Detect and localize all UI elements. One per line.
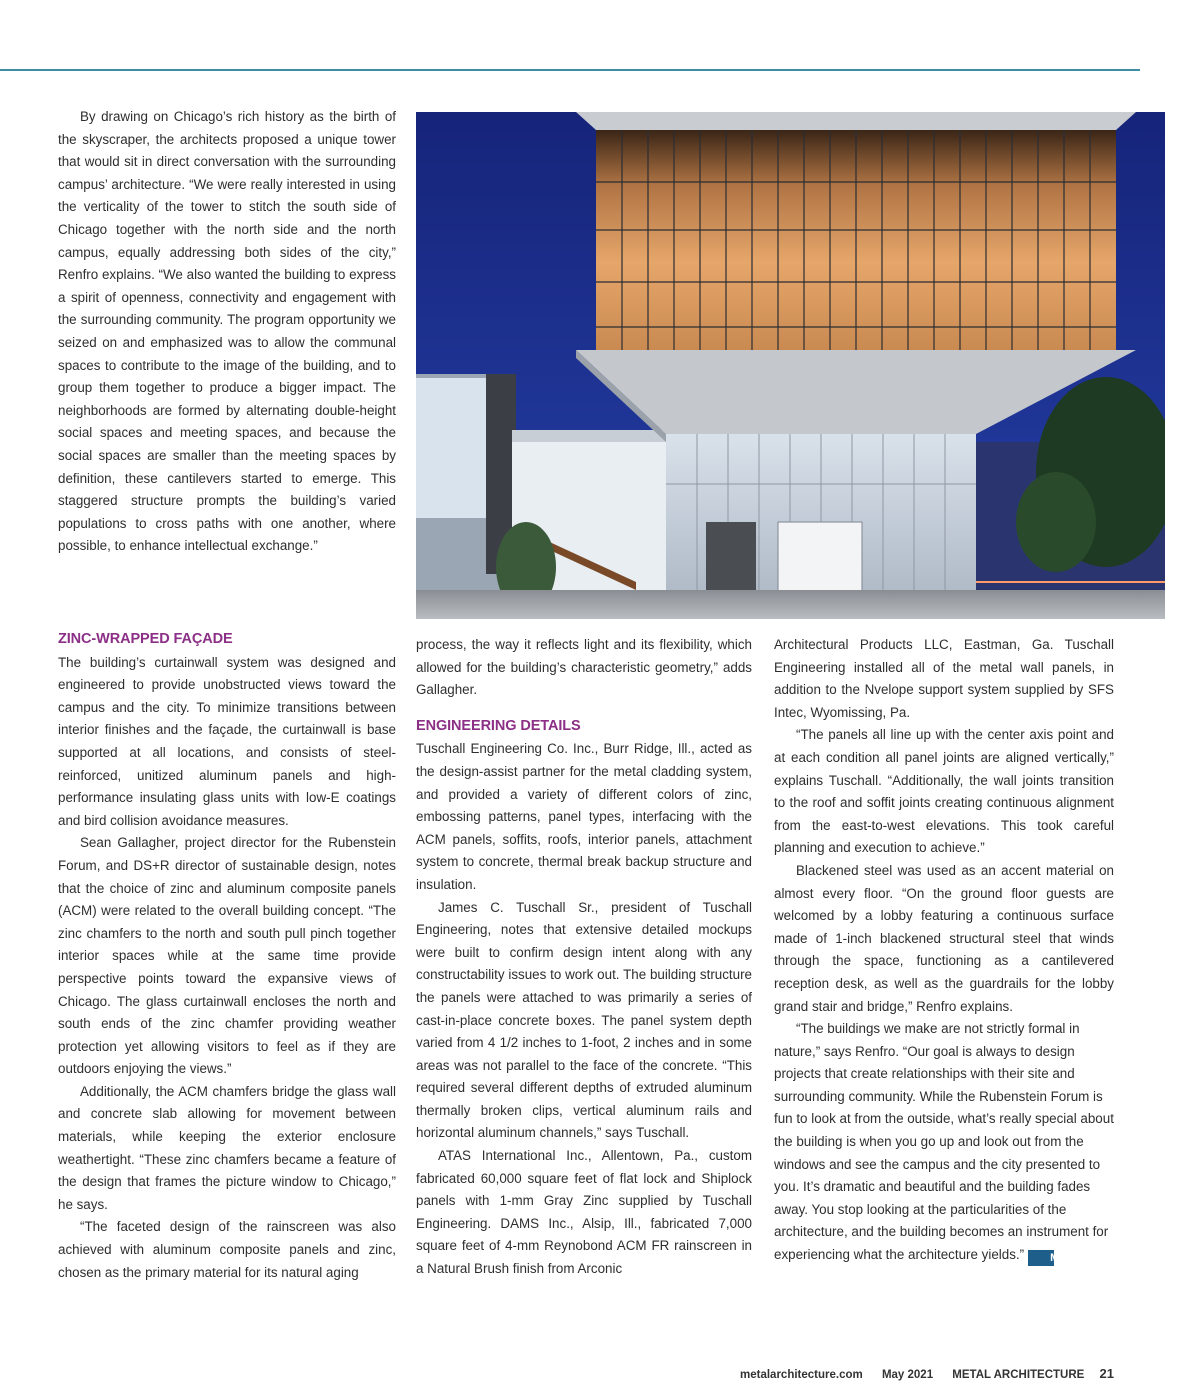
section-heading: ZINC-WRAPPED FAÇADE: [58, 631, 233, 647]
paragraph: Additionally, the ACM chamfers bridge the glass wall and concrete slab allowing for movement between materials, while keeping the exterior enclosure weathertight. “These zinc chamfers became a feature of the design that frames the picture window to Chicago,” he says.: [58, 1083, 396, 1212]
header-rule: [0, 69, 1140, 71]
paragraph: Blackened steel was used as an accent material on almost every floor. “On the ground floor guests are welcomed by a lobby featuring a continuous surface made of 1-inch blackened structural steel that winds through the space, functioning as a cantilevered reception desk, as well as the guardrails for the lobby grand stair and bridge,” Renfro explains.: [774, 862, 1114, 1014]
article-column-right: [774, 634, 1114, 1267]
footer-magazine: METAL ARCHITECTURE: [952, 1369, 1085, 1381]
paragraph: The building’s curtainwall system was designed and engineered to provide unobstructed views toward the campus and the city. To minimize transitions between interior finishes and the façade, the curtainwall is base supported at all locations, and consists of steel-reinforced, unitized aluminum panels and high-performance insulating glass units with low-E coatings and bird collision avoidance measures.: [58, 654, 396, 828]
paragraph: “The panels all line up with the center axis point and at each condition all panel joints are aligned vertically,” explains Tuschall. “Additionally, the wall joints transition to the roof and soffit joints creating continuous alignment from the east-to-west elevations. This took careful planning and execution to achieve.”: [774, 727, 1114, 856]
footer-site: metalarchitecture.com: [740, 1369, 863, 1381]
paragraph: Architectural Products LLC, Eastman, Ga. Tuschall Engineering installed all of the metal wall panels, in addition to the Nvelope support system supplied by SFS Intec, Wyomissing, Pa.: [774, 637, 1114, 720]
article-column-left: [58, 628, 396, 1284]
paragraph: Tuschall Engineering Co. Inc., Burr Ridge, Ill., acted as the design-assist partner for the metal cladding system, and provided a variety of different colors of zinc, embossing patterns, panel types, interfacing with the ACM panels, soffits, roofs, interior panels, attachment system to concrete, thermal break backup structure and insulation.: [416, 741, 752, 892]
paragraph-text: “The buildings we make are not strictly formal in nature,” says Renfro. “Our goal is always to design projects that create relationships with their site and surrounding community. While the Rubenstein Forum is fun to look at from the outside, what’s really special about the building is when you go up and look out from the windows and see the campus and the city presented to you. It’s dramatic and beautiful and the building fades away. You stop looking at the particularities of the architecture, and the building becomes an instrument for experiencing what the architecture yields.”: [774, 1021, 1114, 1263]
page-number: 21: [1099, 1366, 1114, 1381]
paragraph: ATAS International Inc., Allentown, Pa., custom fabricated 60,000 square feet of flat lock and Shiplock panels with 1-mm Gray Zinc supplied by Tuschall Engineering. DAMS Inc., Alsip, Ill., fabricated 7,000 square feet of 4-mm Reynobond ACM FR rainscreen in a Natural Brush finish from Arconic: [416, 1148, 752, 1277]
paragraph: Sean Gallagher, project director for the Rubenstein Forum, and DS+R director of sustainable design, notes that the choice of zinc and aluminum composite panels (ACM) were related to the overall building concept. “The zinc chamfers to the north and south pull pinch together interior spaces while at the same time provide perspective points toward the expansive views of Chicago. The glass curtainwall encloses the north and south ends of the zinc chamfer providing weather protection yet allowing visitors to feel as if they are outdoors enjoying the views.”: [58, 835, 396, 1077]
paragraph: “The faceted design of the rainscreen was also achieved with aluminum composite panels and zinc, chosen as the primary material for its natural aging: [58, 1219, 396, 1280]
page-footer: [724, 1366, 1114, 1381]
paragraph: James C. Tuschall Sr., president of Tuschall Engineering, notes that extensive detailed mockups were built to confirm design intent along with any constructability issues to work out. The building structure the panels were attached to was primarily a series of cast-in-place concrete boxes. The panel system depth varied from 4 1/2 inches to 1-foot, 2 inches and in some areas was not parallel to the face of the concrete. “This required several different depths of extruded aluminum thermally broken clips, vertical aluminum rails and horizontal aluminum channels,” says Tuschall.: [416, 899, 752, 1141]
paragraph: process, the way it reflects light and its flexibility, which allowed for the building’s characteristic geometry,” adds Gallagher.: [416, 637, 752, 698]
paragraph: [774, 1018, 1114, 1267]
end-mark-logo: MA: [1028, 1250, 1054, 1266]
section-heading: ENGINEERING DETAILS: [416, 717, 581, 734]
footer-date: May 2021: [881, 1369, 934, 1381]
article-column-middle: [416, 634, 752, 1281]
paragraph: By drawing on Chicago’s rich history as the birth of the skyscraper, the architects proposed a unique tower that would sit in direct conversation with the surrounding campus’ architecture. “We were really interested in using the verticality of the tower to stitch the south side of Chicago together with the north side and the north campus, equally addressing both sides of the city,” Renfro explains. “We also wanted the building to express a spirit of openness, connectivity and engagement with the surrounding community. The program opportunity we seized on and emphasized was to allow the communal spaces to contribute to the image of the building, and to group them together to produce a bigger impact. The neighborhoods are formed by alternating double-height social spaces and meeting spaces, and because the social spaces are smaller than the meeting spaces by definition, these cantilevers started to emerge. This staggered structure prompts the building’s varied populations to cross paths with one another, where possible, to enhance intellectual exchange.”: [58, 109, 396, 554]
article-column-intro: [58, 106, 396, 558]
building-photo: [416, 112, 1165, 619]
